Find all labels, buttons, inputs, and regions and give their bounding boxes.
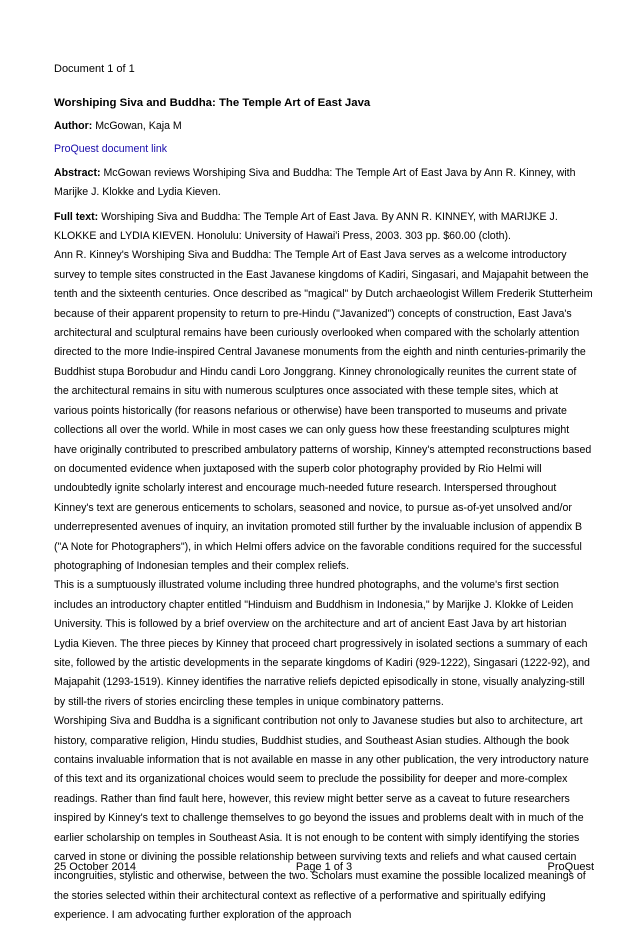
proquest-document-link[interactable]: ProQuest document link xyxy=(54,143,168,156)
abstract-text: McGowan reviews Worshiping Siva and Buddha: The Temple Art of East Java by Ann R. Kinney, with Marijke J. Klokke and Lydia Kieven. xyxy=(54,166,576,199)
paragraph-1: Ann R. Kinney's Worshiping Siva and Buddha: The Temple Art of East Java serves as a welcome introductory survey to temple sites constructed in the East Javanese kingdoms of Kadiri, Singasari, and Majapahit between the tenth and the sixteenth centuries. Once described as "magical" by Dutch archaeologist Willem Frederik Stutterheim because of their apparent propensity to return to pre-Hindu ("Javanized") concepts of construction, East Java's architectural and sculptural remains have been curiously overlooked when compared with the scholarly attention directed to the more Indie-inspired Central Javanese monuments from the eighth and ninth centuries-primarily the Buddhist stupa Borobudur and Hindu candi Loro Jonggrang. Kinney chronologically reunites the current state of the architectural remains in situ with numerous sculptures once associated with these temple sites, which at various points historically (for reasons nefarious or otherwise) have been transported to museums and private collections all over the world. While in most cases we can only guess how these freestanding sculptures might have originally contributed to prescribed ambulatory patterns of worship, Kinney's attempted reconstructions based on documented evidence when juxtaposed with the superb color photography provided by Rio Helmi will undoubtedly ignite scholarly interest and encourage much-needed future research. Interspersed throughout Kinney's text are generous enticements to scholars, seasoned and novice, to pursue as-of-yet unsolved and/or underrepresented avenues of inquiry, an invitation promoted still further by the invaluable inclusion of appendix B ("A Note for Photographers"), in which Helmi offers advice on the favorable conditions required for the successful photographing of Indonesian temples and their complex reliefs. xyxy=(54,249,593,572)
article-title: Worshiping Siva and Buddha: The Temple Art of East Java xyxy=(54,97,371,109)
document-count: Document 1 of 1 xyxy=(54,63,135,75)
author-label: Author: xyxy=(54,120,93,132)
abstract-field xyxy=(54,164,594,203)
abstract-label: Abstract: xyxy=(54,166,101,179)
author-value: McGowan, Kaja M xyxy=(92,120,182,132)
footer-brand: ProQuest xyxy=(547,861,594,873)
full-text xyxy=(54,208,594,926)
paragraph-3: Worshiping Siva and Buddha is a significant contribution not only to Javanese studies but also to architecture, art history, comparative religion, Hindu studies, Buddhist studies, and Southeast Asian studies. Although the book contains invaluable information that is not available en masse in any other publication, the very introductory nature of this text and its organizational choices would seem to preclude the possibility for deeper and more-complex readings. Rather than find fault here, however, this review might better serve as a caveat to future researchers inspired by Kinney's text to challenge themselves to go beyond the issues and problems dealt with in much of the earlier scholarship on temples in Southeast Asia. It is not enough to be content with simply identifying the stories carved in stone or divining the possible relationship between surviving texts and reliefs and what caused certain incongruities, stylistic and otherwise, between the two. Scholars must examine the possible localized meanings of the stories selected within their architectural context as reflective of a performative and spiritually edifying experience. I am advocating further exploration of the approach xyxy=(54,715,589,922)
author-field xyxy=(54,117,594,136)
paragraph-2: This is a sumptuously illustrated volume including three hundred photographs, and the volume's first section includes an introductory chapter entitled "Hinduism and Buddhism in Indonesia," by Marijke J. Klokke of Leiden University. This is followed by a brief overview on the architecture and art of ancient East Java by art historian Lydia Kieven. The three pieces by Kinney that proceed chart progressively in isolated sections a summary of each site, followed by the artistic developments in the separate kingdoms of Kadiri (929-1222), Singasari (1222-92), and Majapahit (1293-1519). Kinney identifies the narrative reliefs depicted episodically in stone, visually analyzing-still by still-the rivers of stories encircling these temples in unique combinatory patterns. xyxy=(54,579,590,708)
footer-date: 25 October 2014 xyxy=(54,861,136,873)
full-text-citation: Worshiping Siva and Buddha: The Temple Art of East Java. By ANN R. KINNEY, with MARIJKE J. KLOKKE and LYDIA KIEVEN. Honolulu: University of Hawai'i Press, 2003. 303 pp. $60.00 (cloth). xyxy=(54,210,558,243)
article-body xyxy=(54,95,594,926)
full-text-intro xyxy=(54,208,594,247)
full-text-label: Full text: xyxy=(54,210,99,223)
footer-page-number: Page 1 of 3 xyxy=(295,861,353,873)
page-footer xyxy=(54,859,594,875)
